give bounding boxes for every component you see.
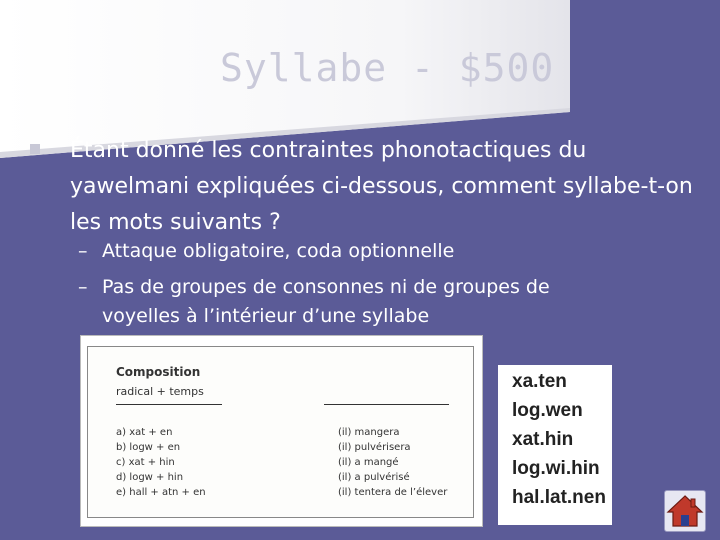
sub-bullet-2-continuation: voyelles à l’intérieur d’une syllabe: [102, 305, 430, 327]
answer-word: log.wi.hin: [512, 458, 600, 479]
list-item: (il) a pulvérisé: [338, 472, 410, 483]
list-item: (il) mangera: [338, 427, 400, 438]
answer-word: xat.hin: [512, 429, 574, 450]
list-item: e) hall + atn + en: [116, 487, 206, 498]
question-text: Étant donné les contraintes phonotactiques du yawelmani expliquées ci-dessous, comment syllabe-t-on les mots suivants ?: [70, 138, 693, 235]
dash: –: [78, 276, 88, 298]
bullet-square-icon: [30, 144, 40, 154]
list-item: (il) pulvérisera: [338, 442, 411, 453]
answer-word: hal.lat.nen: [512, 487, 606, 508]
answer-word: log.wen: [512, 400, 583, 421]
home-icon: [665, 491, 705, 531]
composition-subheading: radical + temps: [116, 385, 204, 398]
list-item: b) logw + en: [116, 442, 181, 453]
composition-heading: Composition: [116, 365, 201, 379]
composition-table-frame: [87, 346, 474, 518]
sub-bullet-text: Attaque obligatoire, coda optionnelle: [102, 240, 455, 262]
answer-line-left: [116, 404, 222, 405]
dash: –: [78, 240, 88, 262]
sub-bullet-text: Pas de groupes de consonnes ni de groupes de: [102, 276, 550, 298]
list-item: (il) a mangé: [338, 457, 399, 468]
sub-bullet-1: [78, 236, 454, 266]
answer-line-right: [324, 404, 449, 405]
answers-image: [498, 365, 612, 525]
answer-word: xa.ten: [512, 371, 567, 392]
list-item: (il) tentera de l’élever: [338, 487, 448, 498]
translation-list: [338, 425, 447, 500]
list-item: d) logw + hin: [116, 472, 184, 483]
composition-list: [116, 425, 206, 500]
home-button[interactable]: [664, 490, 706, 532]
sub-bullet-2: [78, 272, 550, 302]
list-item: c) xat + hin: [116, 457, 175, 468]
slide-title: Syllabe - $500: [220, 46, 555, 90]
list-item: a) xat + en: [116, 427, 173, 438]
composition-table-image: [80, 335, 483, 527]
